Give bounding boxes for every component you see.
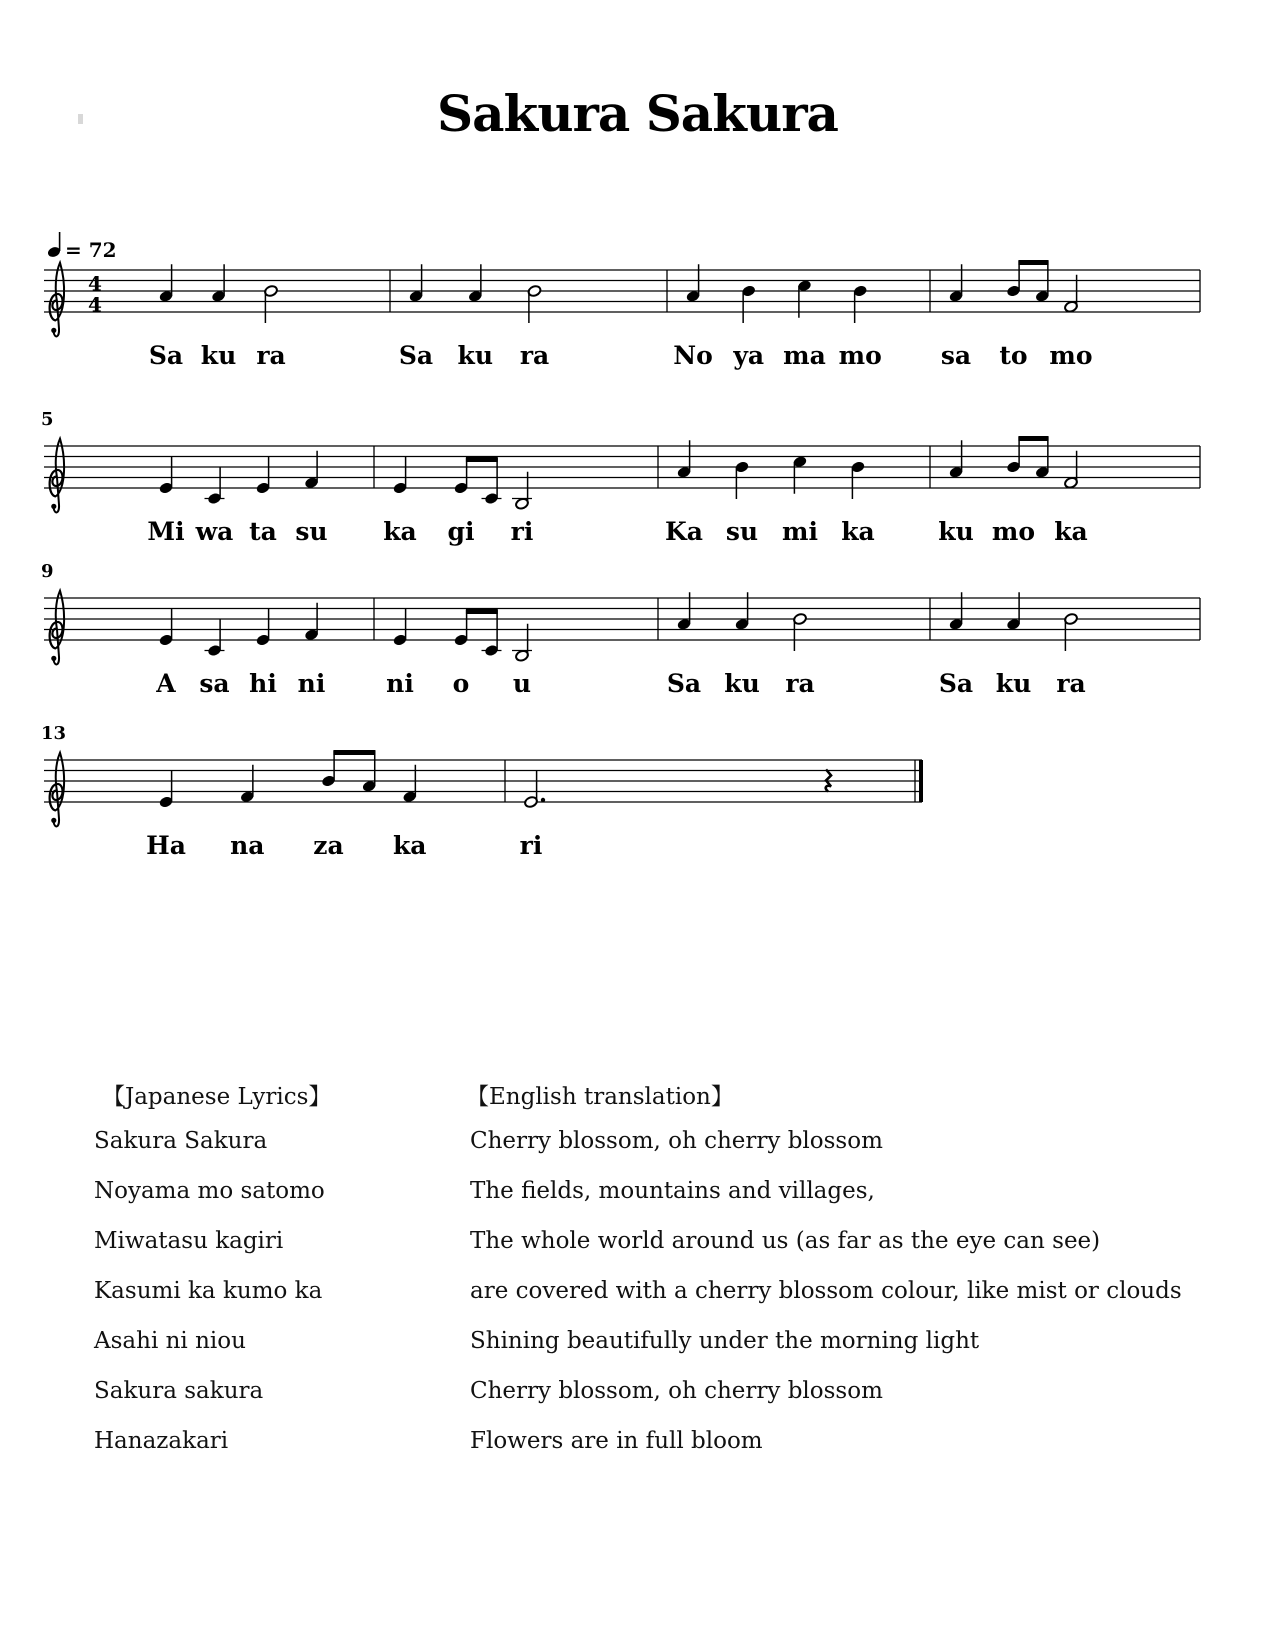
lyrics-table-row <box>0 1178 1275 1218</box>
lyrics-table-row <box>0 1378 1275 1418</box>
note <box>393 456 408 494</box>
japanese-line: Asahi ni niou <box>94 1328 246 1354</box>
lyric-syllable: ka <box>383 517 417 546</box>
lyric-syllable: Sa <box>666 669 702 698</box>
lyric-syllable: to <box>999 341 1028 370</box>
lyric-syllable: gi <box>447 517 475 546</box>
final-barline-thick <box>919 760 923 802</box>
note <box>741 285 756 323</box>
tempo-text: = 72 <box>65 238 117 262</box>
lyrics-table-row <box>0 1428 1275 1468</box>
lyric-syllable: mi <box>782 517 818 546</box>
lyric-syllable: ku <box>724 669 760 698</box>
japanese-line: Sakura sakura <box>94 1378 264 1404</box>
lyric-syllable: wa <box>195 517 234 546</box>
japanese-line: Miwatasu kagiri <box>94 1228 284 1254</box>
time-signature <box>88 272 102 317</box>
lyric-syllable: Sa <box>938 669 974 698</box>
treble-clef-icon <box>50 263 64 337</box>
note <box>205 619 225 657</box>
lyric-syllable: za <box>313 831 344 860</box>
treble-clef-icon <box>50 591 64 665</box>
lyric-syllable: mo <box>991 517 1036 546</box>
lyric-syllable: ka <box>841 517 875 546</box>
lyric-syllable: mo <box>1049 341 1093 370</box>
treble-clef-icon <box>50 753 64 827</box>
english-translation-header: 【English translation】 <box>466 1084 734 1110</box>
lyric-syllable: ni <box>297 669 326 698</box>
lyric-syllable: ra <box>1056 669 1086 698</box>
note <box>159 456 174 494</box>
staff-system <box>41 723 923 860</box>
lyrics-table-row <box>0 1228 1275 1268</box>
note <box>256 456 271 494</box>
english-line: are covered with a cherry blossom colour, like mist or clouds <box>470 1278 1182 1304</box>
time-signature-denominator: 4 <box>88 292 102 317</box>
staff-system <box>44 260 1200 370</box>
lyrics-table-row <box>0 1328 1275 1368</box>
lyric-syllable: sa <box>940 341 972 370</box>
japanese-line: Hanazakari <box>94 1428 229 1454</box>
note <box>264 285 279 323</box>
lyric-syllable: ku <box>200 341 237 370</box>
japanese-line: Kasumi ka kumo ka <box>94 1278 323 1304</box>
lyric-syllable: na <box>230 831 265 860</box>
japanese-lyrics-header: 【Japanese Lyrics】 <box>102 1084 332 1110</box>
measure-number: 5 <box>41 409 54 430</box>
staff-system <box>41 409 1200 546</box>
lyric-syllable: ku <box>938 517 974 546</box>
lyric-syllable: ka <box>1054 517 1088 546</box>
english-line: Cherry blossom, oh cherry blossom <box>470 1378 883 1404</box>
note <box>527 285 542 323</box>
staff-system <box>41 561 1200 698</box>
lyric-syllable: A <box>156 669 176 698</box>
note <box>393 608 408 646</box>
lyric-syllable: mo <box>838 341 882 370</box>
note <box>159 608 174 646</box>
lyric-syllable: ya <box>733 341 765 370</box>
measure-number: 9 <box>41 561 54 582</box>
english-line: The fields, mountains and villages, <box>470 1178 875 1204</box>
lyric-syllable: ra <box>519 341 550 370</box>
treble-clef-icon <box>50 439 64 513</box>
note <box>482 644 502 657</box>
note <box>524 770 546 808</box>
lyric-syllable: ku <box>457 341 493 370</box>
lyric-syllable: u <box>512 669 532 698</box>
note <box>735 461 750 499</box>
note <box>851 461 866 499</box>
lyric-syllable: ra <box>256 341 286 370</box>
japanese-line: Sakura Sakura <box>94 1128 268 1154</box>
lyric-syllable: Sa <box>398 341 434 370</box>
note <box>482 492 502 505</box>
time-signature-numerator: 4 <box>88 271 102 296</box>
english-line: Shining beautifully under the morning light <box>470 1328 980 1354</box>
lyric-syllable: ra <box>785 669 815 698</box>
beam <box>466 457 498 462</box>
english-line: The whole world around us (as far as the eye can see) <box>470 1228 1101 1254</box>
lyric-syllable: ma <box>783 341 826 370</box>
note <box>205 467 225 505</box>
lyric-syllable: Sa <box>148 341 184 370</box>
lyric-syllable: ta <box>249 517 277 546</box>
lyrics-table-row <box>0 1278 1275 1318</box>
lyric-syllable: ri <box>519 831 543 860</box>
japanese-line: Noyama mo satomo <box>94 1178 325 1204</box>
lyric-syllable: o <box>452 669 470 698</box>
lyric-syllable: Ha <box>146 831 186 860</box>
lyric-syllable: hi <box>249 669 277 698</box>
beam <box>1018 436 1048 441</box>
lyric-syllable: ka <box>392 831 427 860</box>
tempo-marking <box>47 232 117 262</box>
note <box>793 613 808 651</box>
lyric-syllable: No <box>673 341 713 370</box>
beam <box>466 609 498 614</box>
lyric-syllable: Mi <box>147 517 185 546</box>
lyrics-table-header <box>0 1078 1275 1118</box>
note <box>256 608 271 646</box>
english-line: Flowers are in full bloom <box>470 1428 763 1454</box>
note <box>159 770 174 808</box>
lyric-syllable: su <box>295 517 328 546</box>
beam <box>1018 260 1048 265</box>
lyrics-table-row <box>0 1128 1275 1168</box>
lyric-syllable: ni <box>386 669 414 698</box>
lyric-syllable: sa <box>199 669 230 698</box>
note <box>853 285 868 323</box>
note <box>1064 613 1079 651</box>
beam <box>333 750 375 755</box>
augmentation-dot <box>541 798 545 802</box>
score-title: Sakura Sakura <box>437 84 838 143</box>
lyric-syllable: ku <box>995 669 1032 698</box>
measure-number: 13 <box>41 723 67 744</box>
english-line: Cherry blossom, oh cherry blossom <box>470 1128 883 1154</box>
lyric-syllable: ri <box>510 517 534 546</box>
lyric-syllable: su <box>725 517 759 546</box>
lyric-syllable: Ka <box>665 517 703 546</box>
